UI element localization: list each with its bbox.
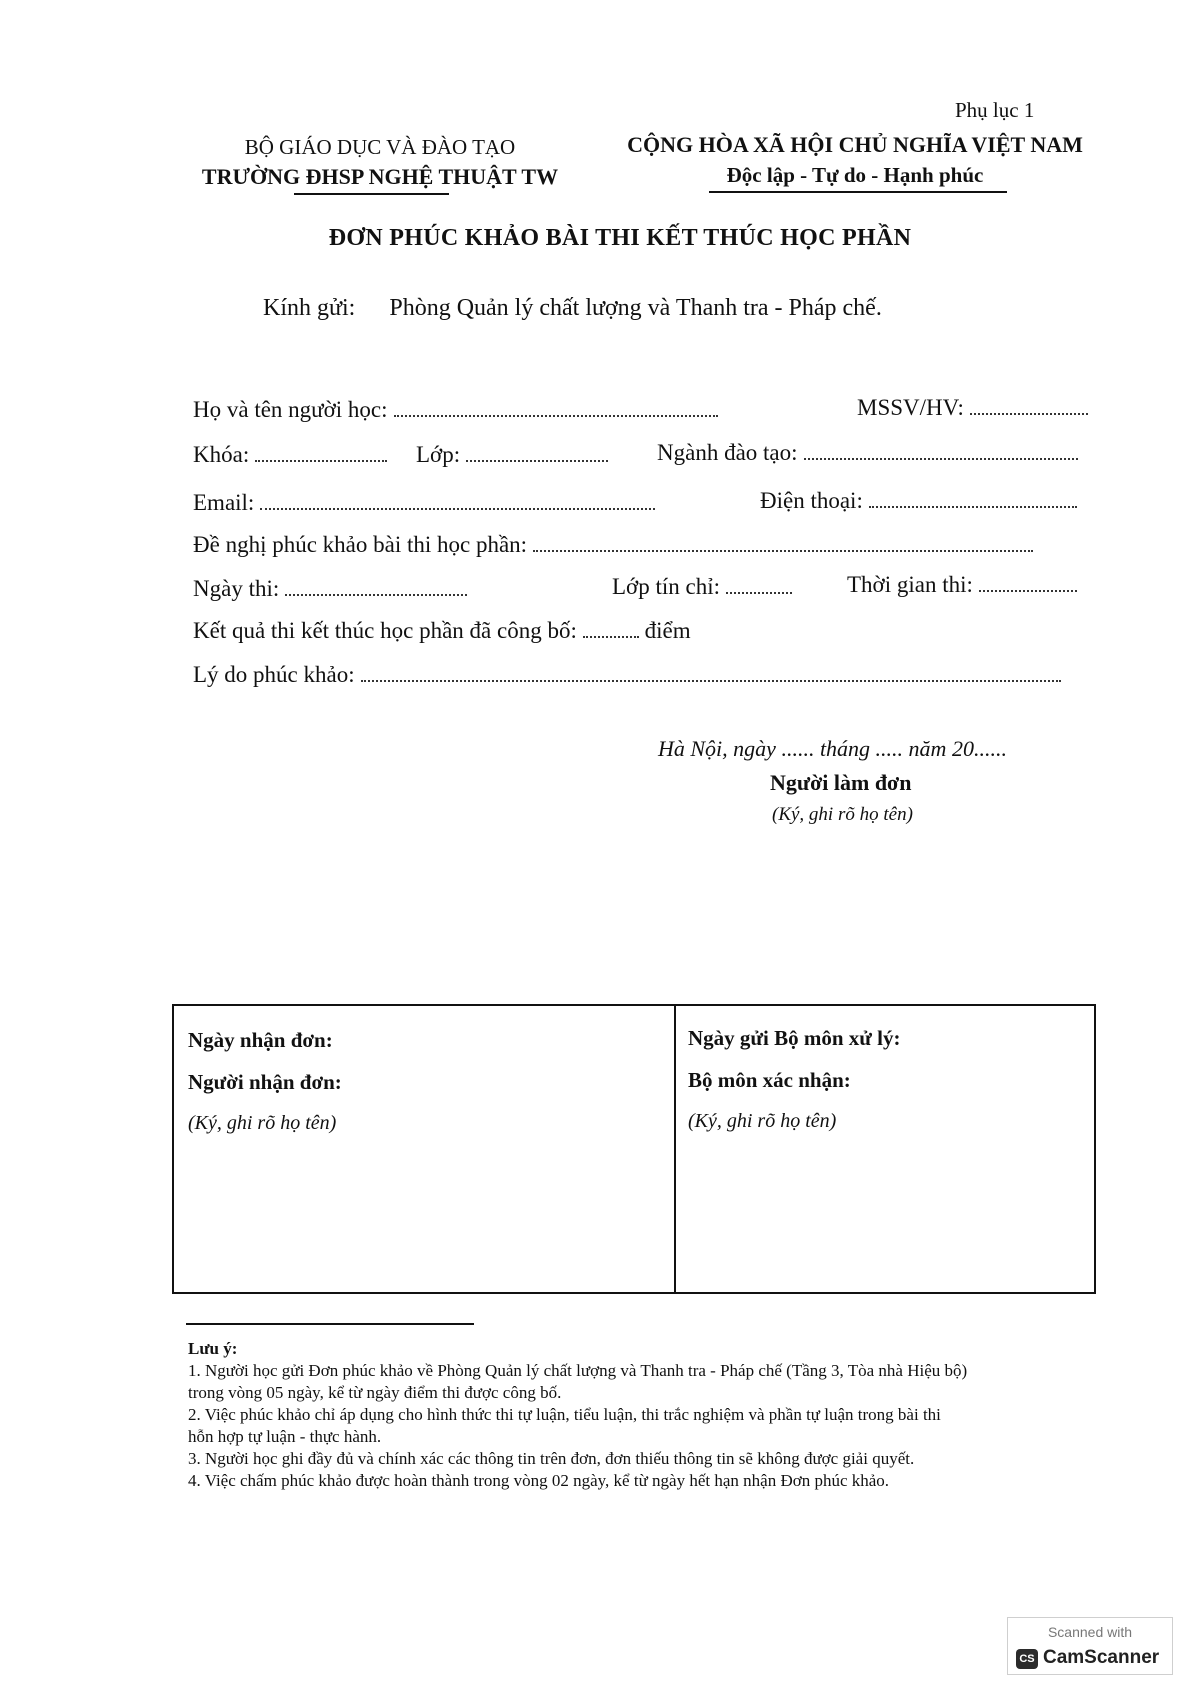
exam-date-field[interactable] bbox=[193, 574, 467, 602]
reason-label: Lý do phúc khảo: bbox=[193, 662, 355, 687]
receiver-sign-hint: (Ký, ghi rõ họ tên) bbox=[188, 1112, 337, 1134]
received-date-label: Ngày nhận đơn: bbox=[188, 1028, 333, 1052]
note-line: 4. Việc chấm phúc khảo được hoàn thành trong vòng 02 ngày, kể từ ngày hết hạn nhận Đơn phúc khảo. bbox=[188, 1471, 890, 1490]
exam-time-label: Thời gian thi: bbox=[847, 572, 973, 597]
department-sign-hint: (Ký, ghi rõ họ tên) bbox=[688, 1110, 837, 1132]
scanner-badge bbox=[1007, 1617, 1173, 1675]
note-line: 1. Người học gửi Đơn phúc khảo về Phòng Quản lý chất lượng và Thanh tra - Pháp chế (Tầng 3, Tòa nhà Hiệu bộ) bbox=[188, 1361, 968, 1380]
header-institution bbox=[160, 132, 600, 192]
module-request-blank[interactable] bbox=[533, 530, 1033, 552]
school-underline bbox=[294, 193, 449, 195]
points-label: điểm bbox=[644, 618, 691, 643]
reason-blank[interactable] bbox=[361, 660, 1061, 682]
ministry-name: BỘ GIÁO DỤC VÀ ĐÀO TẠO bbox=[244, 135, 516, 159]
module-request-label: Đề nghị phúc khảo bài thi học phần: bbox=[193, 532, 528, 557]
republic-name: CỘNG HÒA XÃ HỘI CHỦ NGHĨA VIỆT NAM bbox=[627, 132, 1083, 157]
credit-class-field[interactable] bbox=[612, 572, 792, 600]
course-blank[interactable] bbox=[255, 440, 387, 462]
scanned-with-text: Scanned with bbox=[1047, 1624, 1133, 1640]
note-line: trong vòng 05 ngày, kể từ ngày điểm thi được công bố. bbox=[188, 1383, 562, 1402]
phone-label: Điện thoại: bbox=[760, 488, 863, 513]
email-field[interactable] bbox=[193, 488, 655, 516]
department-confirm-label: Bộ môn xác nhận: bbox=[688, 1068, 851, 1092]
published-result-blank[interactable] bbox=[583, 616, 639, 638]
student-id-label: MSSV/HV: bbox=[857, 395, 964, 420]
recipient-line bbox=[263, 295, 882, 322]
email-label: Email: bbox=[193, 490, 255, 515]
applicant-sign-hint: (Ký, ghi rõ họ tên) bbox=[772, 804, 913, 825]
sent-date-label: Ngày gửi Bộ môn xử lý: bbox=[688, 1026, 901, 1050]
full-name-blank[interactable] bbox=[394, 395, 718, 417]
applicant-title: Người làm đơn bbox=[770, 770, 912, 795]
reason-field[interactable] bbox=[193, 660, 1061, 688]
student-id-field[interactable] bbox=[857, 393, 1088, 421]
notes-section bbox=[188, 1338, 1088, 1492]
camscanner-logo-icon: CS bbox=[1016, 1649, 1038, 1669]
class-blank[interactable] bbox=[466, 440, 608, 462]
phone-field[interactable] bbox=[760, 486, 1077, 514]
recipient-label: Kính gửi: bbox=[263, 295, 356, 321]
published-result-field[interactable] bbox=[193, 616, 691, 644]
major-field[interactable] bbox=[657, 438, 1078, 466]
appendix-label: Phụ lục 1 bbox=[955, 98, 1035, 122]
class-label: Lớp: bbox=[416, 442, 461, 467]
exam-date-blank[interactable] bbox=[285, 574, 467, 596]
motto-underline bbox=[709, 191, 1007, 193]
published-result-label: Kết quả thi kết thúc học phần đã công bố: bbox=[193, 618, 577, 643]
box-divider bbox=[674, 1006, 676, 1292]
header-national bbox=[590, 130, 1120, 190]
full-name-field[interactable] bbox=[193, 395, 718, 423]
office-use-box bbox=[172, 1004, 1096, 1294]
course-label: Khóa: bbox=[193, 442, 250, 467]
form-title: ĐƠN PHÚC KHẢO BÀI THI KẾT THÚC HỌC PHẦN bbox=[328, 225, 912, 251]
class-field[interactable] bbox=[416, 440, 608, 468]
module-request-field[interactable] bbox=[193, 530, 1033, 558]
note-line: 2. Việc phúc khảo chỉ áp dụng cho hình thức thi tự luận, tiểu luận, thi trắc nghiệm và phần tự luận trong bài thi bbox=[188, 1405, 941, 1424]
recipient-value: Phòng Quản lý chất lượng và Thanh tra - Pháp chế. bbox=[389, 295, 882, 321]
credit-class-blank[interactable] bbox=[726, 572, 792, 594]
full-name-label: Họ và tên người học: bbox=[193, 397, 388, 422]
place-date-line: Hà Nội, ngày ...... tháng ..... năm 20...... bbox=[658, 736, 1007, 761]
notes-rule bbox=[186, 1323, 474, 1325]
national-motto: Độc lập - Tự do - Hạnh phúc bbox=[726, 163, 984, 187]
email-blank[interactable] bbox=[260, 488, 655, 510]
receiver-label: Người nhận đơn: bbox=[188, 1070, 342, 1094]
notes-heading: Lưu ý: bbox=[188, 1339, 238, 1358]
note-line: 3. Người học ghi đầy đủ và chính xác các thông tin trên đơn, đơn thiếu thông tin sẽ không được giải quyết. bbox=[188, 1449, 915, 1468]
exam-time-blank[interactable] bbox=[979, 570, 1077, 592]
camscanner-brand: CamScanner bbox=[1043, 1647, 1160, 1668]
major-blank[interactable] bbox=[804, 438, 1078, 460]
credit-class-label: Lớp tín chỉ: bbox=[612, 574, 720, 599]
school-name: TRƯỜNG ĐHSP NGHỆ THUẬT TW bbox=[201, 164, 559, 189]
student-id-blank[interactable] bbox=[970, 393, 1088, 415]
note-line: hỗn hợp tự luận - thực hành. bbox=[188, 1427, 382, 1446]
major-label: Ngành đào tạo: bbox=[657, 440, 798, 465]
exam-time-field[interactable] bbox=[847, 570, 1077, 598]
phone-blank[interactable] bbox=[869, 486, 1077, 508]
course-field[interactable] bbox=[193, 440, 387, 468]
exam-date-label: Ngày thi: bbox=[193, 576, 280, 601]
